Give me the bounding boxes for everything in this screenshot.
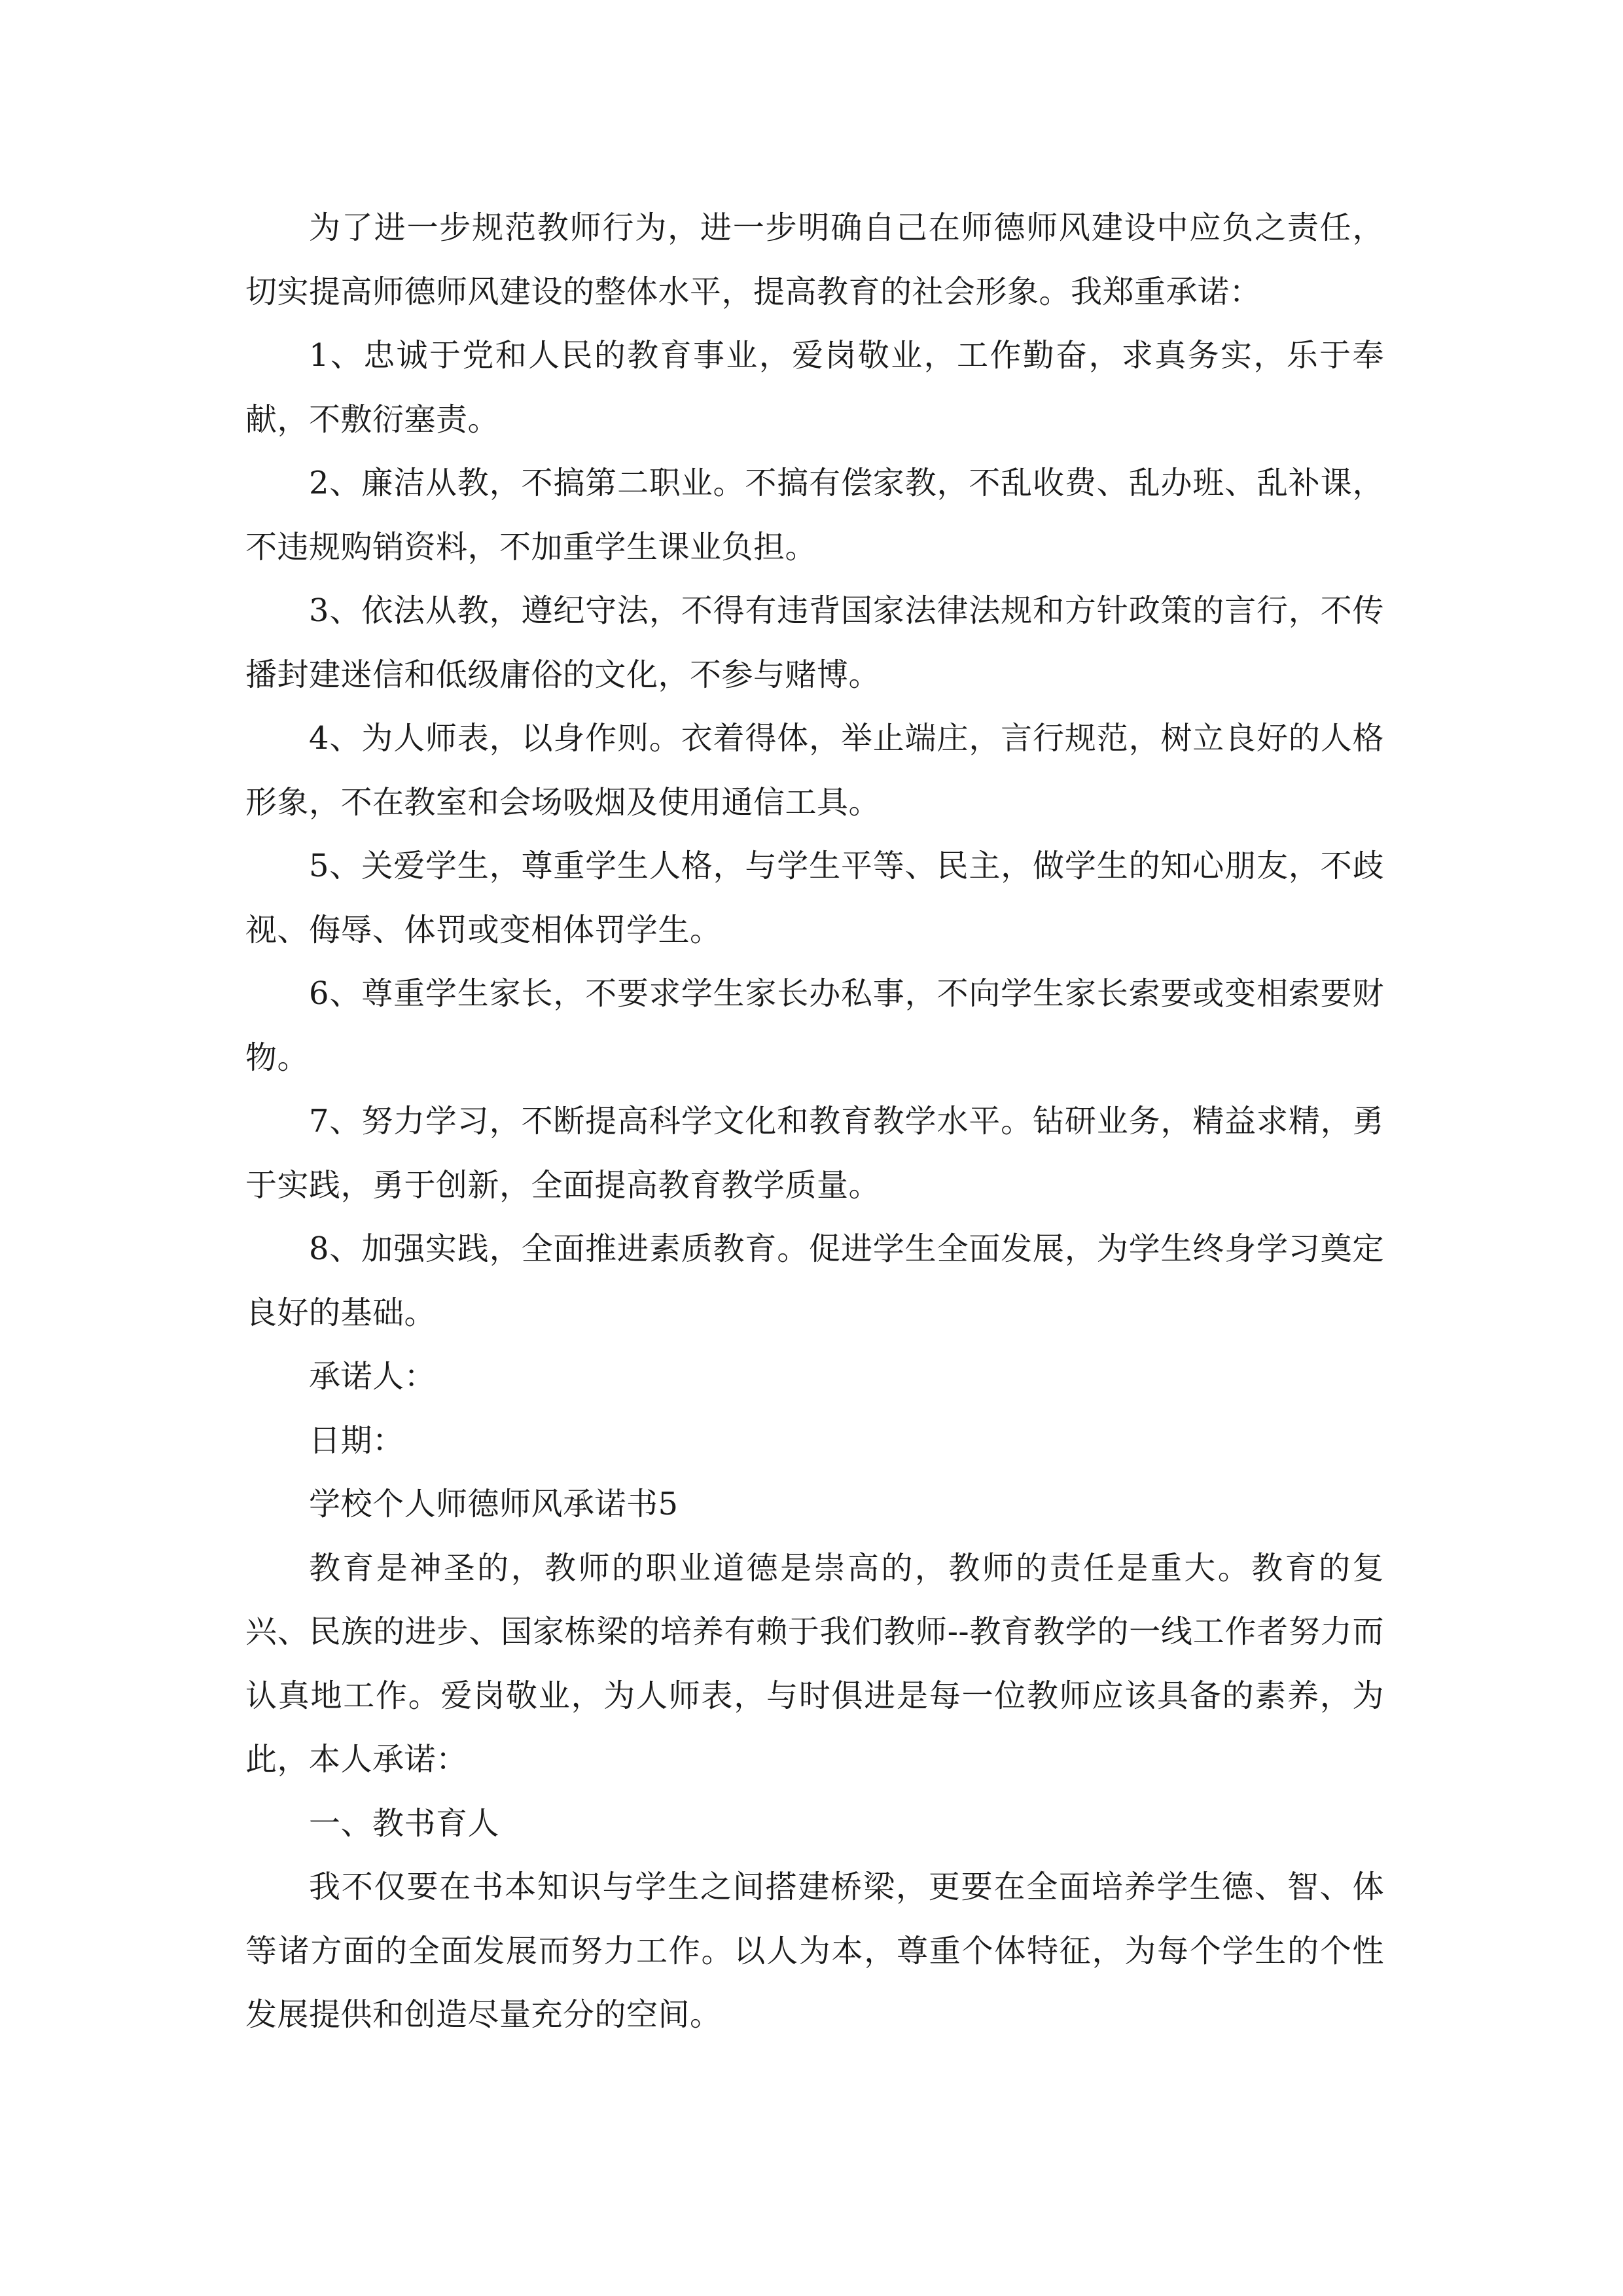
commitment-item-5: 5、关爱学生，尊重学生人格，与学生平等、民主，做学生的知心朋友，不歧视、侮辱、体罚或变相体罚学生。 — [245, 848, 1384, 948]
commitment-item-1: 1、忠诚于党和人民的教育事业，爱岗敬业，工作勤奋，求真务实，乐于奉献，不敷衍塞责。 — [245, 337, 1384, 438]
signer-line: 承诺人： — [309, 1358, 437, 1395]
commitment-item-7: 7、努力学习，不断提高科学文化和教育教学水平。钻研业务，精益求精，勇于实践，勇于创新，全面提高教育教学质量。 — [245, 1103, 1384, 1204]
section-intro-paragraph: 教育是神圣的，教师的职业道德是崇高的，教师的责任是重大。教育的复兴、民族的进步、国家栋梁的培养有赖于我们教师--教育教学的一线工作者努力而认真地工作。爱岗敬业，为人师表，与时俱进是每一位教师应该具备的素养，为此，本人承诺： — [245, 1549, 1384, 1778]
date-line: 日期： — [309, 1422, 404, 1459]
commitment-item-4: 4、为人师表，以身作则。衣着得体，举止端庄，言行规范，树立良好的人格形象，不在教室和会场吸烟及使用通信工具。 — [245, 720, 1384, 821]
commitment-item-3: 3、依法从教，遵纪守法，不得有违背国家法律法规和方针政策的言行，不传播封建迷信和低级庸俗的文化，不参与赌博。 — [245, 592, 1384, 693]
commitment-item-6: 6、尊重学生家长，不要求学生家长办私事，不向学生家长索要或变相索要财物。 — [245, 975, 1384, 1076]
document-body — [245, 196, 1384, 2047]
body-paragraph: 我不仅要在书本知识与学生之间搭建桥梁，更要在全面培养学生德、智、体等诸方面的全面发展而努力工作。以人为本，尊重个体特征，为每个学生的个性发展提供和创造尽量充分的空间。 — [245, 1869, 1384, 2033]
commitment-item-2: 2、廉洁从教，不搞第二职业。不搞有偿家教，不乱收费、乱办班、乱补课，不违规购销资料，不加重学生课业负担。 — [245, 465, 1384, 565]
commitment-item-8: 8、加强实践，全面推进素质教育。促进学生全面发展，为学生终身学习奠定良好的基础。 — [245, 1230, 1384, 1331]
subheading: 一、教书育人 — [309, 1804, 500, 1842]
section-title: 学校个人师德师风承诺书5 — [309, 1486, 679, 1522]
intro-paragraph: 为了进一步规范教师行为，进一步明确自己在师德师风建设中应负之责任，切实提高师德师风建设的整体水平，提高教育的社会形象。我郑重承诺： — [245, 209, 1384, 310]
